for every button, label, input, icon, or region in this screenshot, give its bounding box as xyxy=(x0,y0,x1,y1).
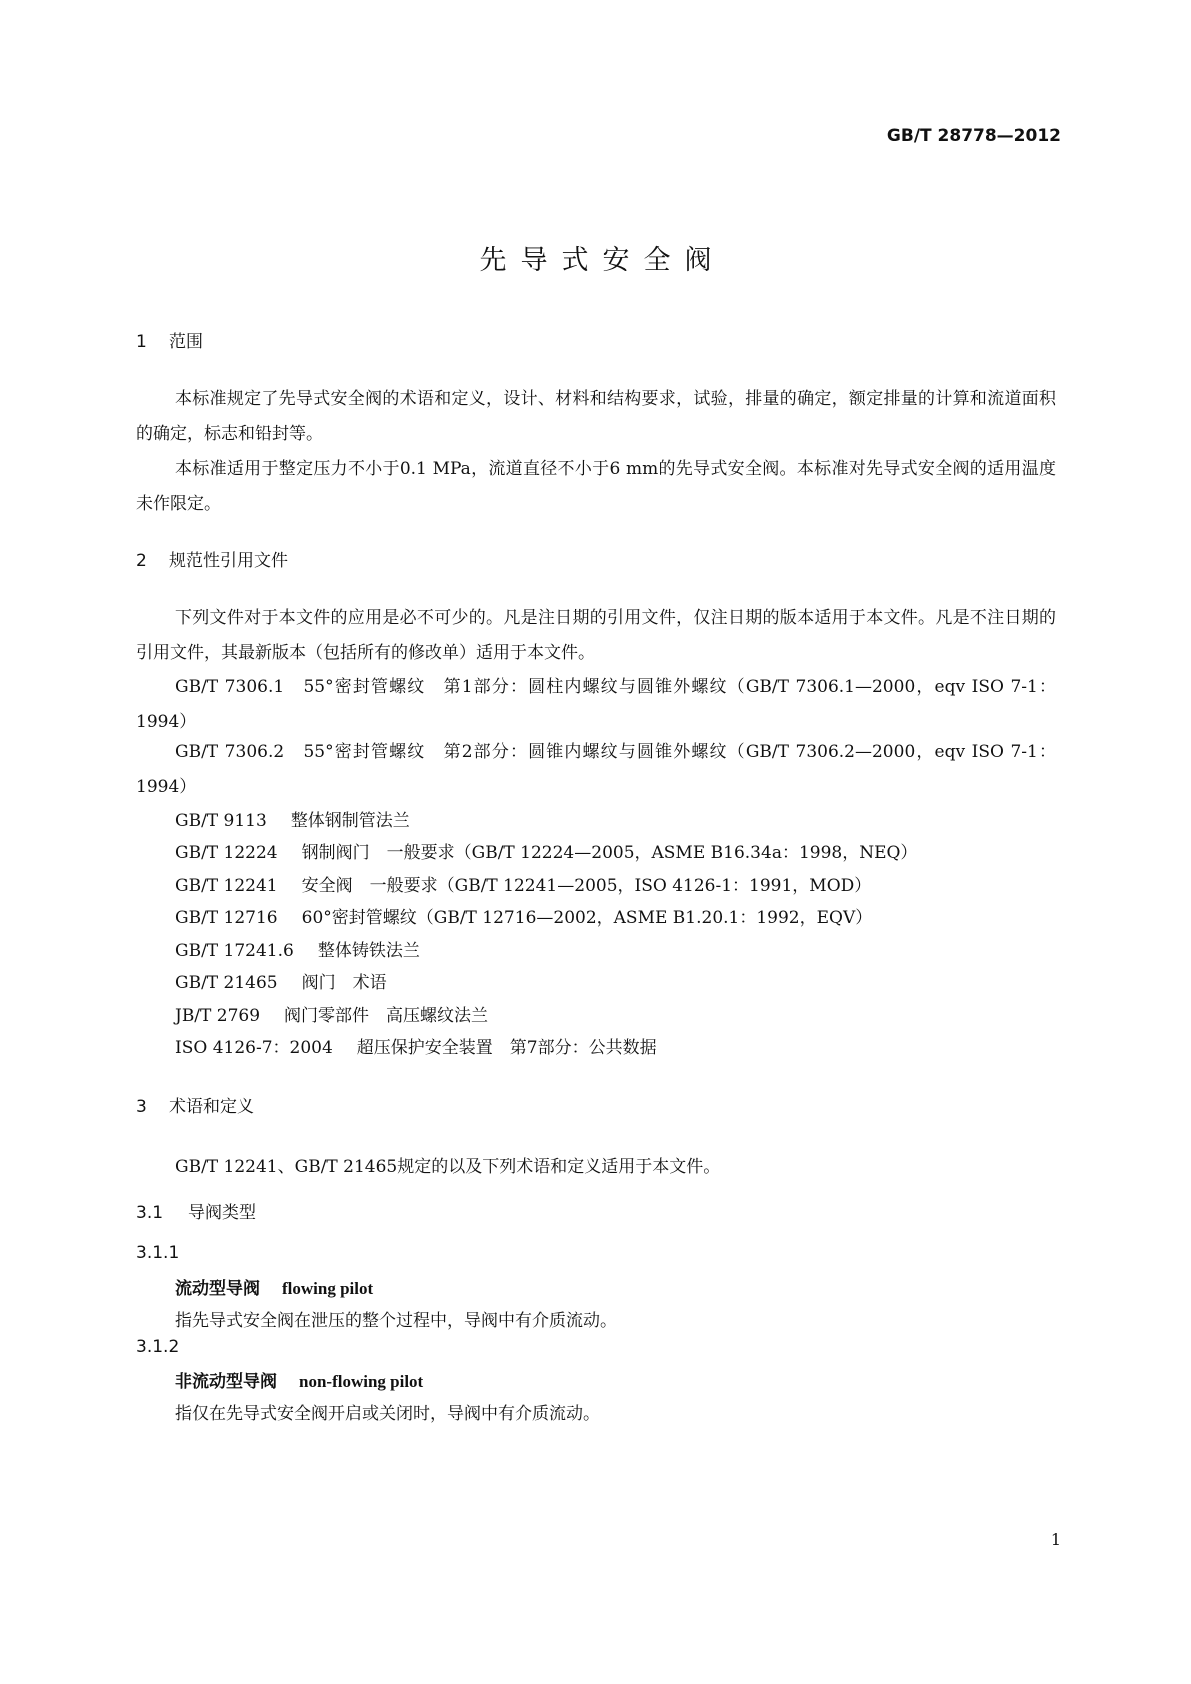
page-number: 1 xyxy=(1050,1530,1061,1549)
reference-item xyxy=(175,871,871,896)
term-en: flowing pilot xyxy=(282,1279,374,1298)
term-heading xyxy=(175,1274,373,1299)
term-heading xyxy=(175,1367,423,1392)
reference-code: GB/T 21465 xyxy=(175,973,278,993)
reference-item xyxy=(175,1033,657,1058)
subsection-title: 导阀类型 xyxy=(188,1203,256,1223)
section-title: 规范性引用文件 xyxy=(169,551,288,571)
reference-item xyxy=(175,936,420,961)
reference-code: ISO 4126-7：2004 xyxy=(175,1038,333,1058)
term-en: non-flowing pilot xyxy=(299,1372,424,1391)
reference-title: 钢制阀门 一般要求（GB/T 12224—2005，ASME B16.34a：1998，NEQ） xyxy=(301,843,918,863)
subsection-3-1-heading xyxy=(136,1198,256,1223)
reference-item xyxy=(175,806,410,831)
scope-paragraph-2: 本标准适用于整定压力不小于0.1 MPa，流道直径不小于6 mm的先导式安全阀。本标准对先导式安全阀的适用温度未作限定。 xyxy=(136,459,1056,514)
reference-title: 阀门 术语 xyxy=(301,973,387,993)
section-number: 2 xyxy=(136,551,147,571)
term-cn: 流动型导阀 xyxy=(175,1279,260,1299)
section-number: 3 xyxy=(136,1097,147,1117)
reference-code: GB/T 12716 xyxy=(175,908,278,928)
section-title: 术语和定义 xyxy=(169,1097,254,1117)
reference-item xyxy=(175,903,872,928)
section-1-heading xyxy=(136,327,203,352)
reference-title: 整体铸铁法兰 xyxy=(317,941,420,961)
reference-item xyxy=(175,968,387,993)
term-number: 3.1.2 xyxy=(136,1337,180,1357)
terms-intro: GB/T 12241、GB/T 21465规定的以及下列术语和定义适用于本文件。 xyxy=(175,1157,721,1177)
reference-code: GB/T 17241.6 xyxy=(175,941,294,961)
section-title: 范围 xyxy=(169,332,203,352)
reference-item xyxy=(175,838,917,863)
term-number: 3.1.1 xyxy=(136,1243,180,1263)
term-definition: 指先导式安全阀在泄压的整个过程中，导阀中有介质流动。 xyxy=(175,1311,617,1331)
section-2-heading xyxy=(136,546,288,571)
reference-title: 阀门零部件 高压螺纹法兰 xyxy=(284,1006,489,1026)
reference-title: 超压保护安全装置 第7部分：公共数据 xyxy=(356,1038,657,1058)
term-cn: 非流动型导阀 xyxy=(175,1372,277,1392)
standard-code: GB/T 28778—2012 xyxy=(886,126,1061,146)
term-definition: 指仅在先导式安全阀开启或关闭时，导阀中有介质流动。 xyxy=(175,1404,600,1424)
document-title: 先导式安全阀 xyxy=(479,245,726,276)
reference-code: GB/T 12224 xyxy=(175,843,278,863)
section-3-heading xyxy=(136,1092,254,1117)
reference-title: 整体钢制管法兰 xyxy=(290,811,410,831)
references-intro: 下列文件对于本文件的应用是必不可少的。凡是注日期的引用文件，仅注日期的版本适用于本文件。凡是不注日期的引用文件，其最新版本（包括所有的修改单）适用于本文件。 xyxy=(136,608,1056,663)
scope-paragraph-1: 本标准规定了先导式安全阀的术语和定义，设计、材料和结构要求，试验，排量的确定，额定排量的计算和流道面积的确定，标志和铅封等。 xyxy=(136,389,1056,444)
reference-item: GB/T 7306.1 55°密封管螺纹 第1部分：圆柱内螺纹与圆锥外螺纹（GB/T 7306.1—2000，eqv ISO 7-1：1994） xyxy=(136,677,1056,732)
reference-title: 安全阀 一般要求（GB/T 12241—2005，ISO 4126-1：1991，MOD） xyxy=(301,876,872,896)
reference-item xyxy=(175,1001,488,1026)
reference-code: JB/T 2769 xyxy=(175,1006,261,1026)
reference-title: 60°密封管螺纹（GB/T 12716—2002，ASME B1.20.1：1992，EQV） xyxy=(301,908,873,928)
reference-code: GB/T 9113 xyxy=(175,811,267,831)
section-number: 1 xyxy=(136,332,147,352)
reference-code: GB/T 12241 xyxy=(175,876,278,896)
reference-item: GB/T 7306.2 55°密封管螺纹 第2部分：圆锥内螺纹与圆锥外螺纹（GB/T 7306.2—2000，eqv ISO 7-1：1994） xyxy=(136,742,1056,797)
subsection-number: 3.1 xyxy=(136,1203,164,1223)
